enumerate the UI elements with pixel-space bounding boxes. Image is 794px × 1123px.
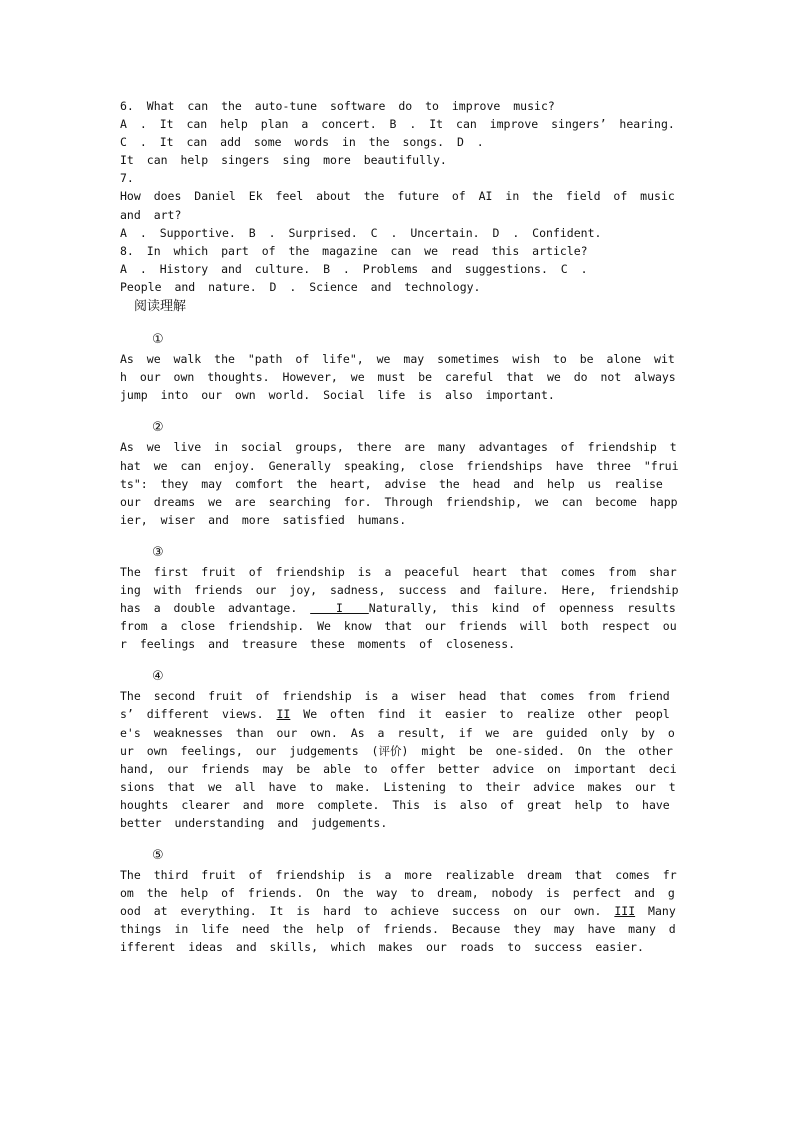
- blank-I: I: [310, 601, 369, 616]
- paragraph-number: ③: [152, 544, 164, 560]
- answer-options: C . It can add some words in the songs. D .: [120, 135, 484, 150]
- passage-paragraph-1: [120, 330, 689, 404]
- paragraph-number: ②: [152, 420, 164, 436]
- question-6: [120, 97, 680, 169]
- answer-options: A . History and culture. B . Problems and suggestions. C .: [120, 261, 588, 276]
- passage-paragraph-5: [120, 846, 689, 956]
- text-segment: Many things in life need the help of friends. Because they may have many different ideas and skills, which makes our roads to success easier.: [120, 904, 689, 955]
- text-segment: Naturally, this kind of openness results from a close friendship. We know that our friends will both respect our feelings and treasure these moments of closeness.: [120, 601, 689, 652]
- paragraph-text: [120, 687, 686, 832]
- answer-options: A . Supportive. B . Surprised. C . Uncertain. D . Confident.: [120, 225, 602, 240]
- question-number: 7.: [120, 171, 134, 186]
- answer-options: A . It can help plan a concert. B . It can improve singers’ hearing.: [120, 117, 675, 132]
- text-segment: The first fruit of friendship is a peaceful heart that comes from sharing with friends our joy, sadness, success and failure. Here, friendship has a double advantage.: [120, 564, 692, 616]
- answer-options: It can help singers sing more beautifully.: [120, 153, 447, 168]
- document-page: [120, 97, 692, 957]
- section-title: 阅读理解: [134, 299, 187, 315]
- blank-III: III: [614, 904, 636, 919]
- text-segment: The third fruit of friendship is a more realizable dream that comes from the help of friends. On the way to dream, nobody is perfect and good at everything. It is hard to achieve success on our own.: [120, 868, 677, 919]
- question-7: [120, 169, 688, 241]
- passage-paragraph-4: [120, 667, 686, 832]
- question-stem: 8. In which part of the magazine can we read this article?: [120, 243, 588, 258]
- paragraph-text: [120, 563, 692, 653]
- paragraph-text: As we walk the "path of life", we may sometimes wish to be alone with our own thoughts. However, we must be careful that we do not always jump into our own world. Social life is also important.: [120, 352, 689, 403]
- paragraph-text: [120, 866, 689, 956]
- question-stem: How does Daniel Ek feel about the future of AI in the field of music and art?: [120, 189, 688, 222]
- question-8: [120, 242, 680, 296]
- passage-paragraph-2: [120, 418, 680, 528]
- passage-paragraph-3: [120, 543, 692, 653]
- question-stem: 6. What can the auto-tune software do to improve music?: [120, 99, 555, 113]
- text-segment: The second fruit of friendship is a wiser head that comes from friends’ different views.: [120, 689, 670, 722]
- paragraph-number: ⑤: [152, 848, 164, 864]
- answer-options: People and nature. D . Science and technology.: [120, 279, 481, 294]
- paragraph-text: As we live in social groups, there are many advantages of friendship that we can enjoy. Generally speaking, close friendships have three "fruits": they may comfort the heart, advise the head and help us realise our dreams we are searching for. Through friendship, we can become happier, wiser and more satisfied humans.: [120, 440, 679, 527]
- paragraph-number: ①: [152, 332, 164, 348]
- blank-II: II: [276, 707, 291, 722]
- text-segment: We often find it easier to realize other people's weaknesses than our own. As a result, if we are guided only by our own feelings, our judgements (评价) might be one-sided. On the other hand, our friends may be able to offer better advice on important decisions that we all have to make. Listening to their advice makes our thoughts clearer and more complete. This is also of great help to have better understanding and judgements.: [120, 707, 686, 830]
- paragraph-number: ④: [152, 669, 164, 685]
